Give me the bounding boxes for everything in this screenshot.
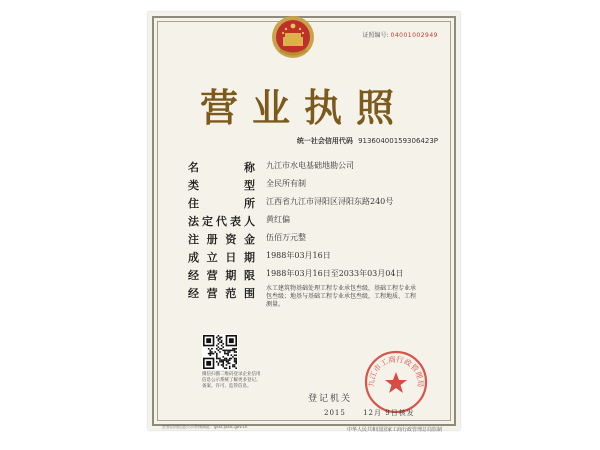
field-value: 全民所有制 bbox=[266, 179, 306, 188]
field-label-char: 名 bbox=[188, 161, 200, 174]
field-label-char: 金 bbox=[243, 233, 256, 246]
footer-website-note: 企业信用信息公示系统网址：gsxt.jxaic.gov.cn bbox=[162, 424, 248, 429]
field-label-char: 期 bbox=[243, 251, 256, 264]
issue-year: 2015 bbox=[324, 409, 346, 417]
field-label-char: 期 bbox=[225, 269, 238, 282]
field-label bbox=[188, 177, 256, 193]
field-label-char: 经 bbox=[188, 269, 200, 282]
issue-day-suffix: 日核发 bbox=[390, 409, 415, 417]
field-label-char: 成 bbox=[188, 251, 200, 264]
field-value: 九江市水电基础地勘公司 bbox=[266, 161, 354, 170]
seal-text: 九江市工商行政管理局 bbox=[366, 354, 426, 388]
field-label-char: 表 bbox=[230, 215, 242, 228]
field-row-business-scope bbox=[188, 285, 438, 325]
field-label-char: 范 bbox=[225, 287, 238, 300]
field-label-char: 称 bbox=[244, 161, 256, 174]
field-label-char: 法 bbox=[188, 215, 200, 228]
field-row-business-term bbox=[188, 267, 438, 285]
field-label bbox=[188, 267, 256, 283]
field-label-char: 围 bbox=[243, 287, 256, 300]
field-row-name bbox=[188, 159, 438, 177]
issue-month-suffix: 月 bbox=[373, 409, 382, 417]
certificate-serial bbox=[363, 30, 438, 39]
field-label-char: 定 bbox=[202, 215, 214, 228]
field-label-char: 所 bbox=[244, 197, 256, 210]
field-label-char: 营 bbox=[206, 287, 219, 300]
credit-code bbox=[297, 136, 438, 146]
field-label bbox=[188, 159, 256, 175]
field-value: 水工建筑物基础处理工程专业承包叁级，基础工程专业承包叁级；地基与基础工程专业承包叁级，工程地质、工程测量。 bbox=[266, 285, 417, 308]
field-label-char: 资 bbox=[225, 233, 238, 246]
field-label bbox=[188, 213, 256, 229]
field-value: 伍佰万元整 bbox=[266, 233, 306, 242]
field-label-char: 限 bbox=[243, 269, 256, 282]
field-row-registered-capital bbox=[188, 231, 438, 249]
field-label bbox=[188, 285, 256, 301]
field-value: 1988年03月16日 bbox=[266, 251, 331, 260]
field-row-established-date bbox=[188, 249, 438, 267]
field-label-char: 住 bbox=[188, 197, 200, 210]
field-label-char: 型 bbox=[244, 179, 256, 192]
official-seal-stamp bbox=[362, 348, 430, 416]
issue-day: 9 bbox=[385, 409, 391, 417]
credit-code-label: 统一社会信用代码 bbox=[296, 137, 353, 145]
business-license-document bbox=[148, 12, 460, 433]
field-row-type bbox=[188, 177, 438, 195]
document-title: 营业执照 bbox=[199, 85, 408, 130]
field-label bbox=[188, 231, 256, 247]
footer-supervisor: 中华人民共和国国家工商行政管理总局监制 bbox=[346, 427, 442, 433]
serial-label: 证照编号: bbox=[362, 32, 389, 39]
field-value: 1988年03月16日至2033年03月04日 bbox=[266, 269, 404, 278]
field-value: 江西省九江市浔阳区浔阳东路240号 bbox=[266, 197, 394, 206]
national-emblem-icon bbox=[270, 14, 316, 60]
field-row-legal-representative bbox=[188, 213, 438, 231]
serial-number: 04001002949 bbox=[390, 32, 438, 39]
credit-code-value: 91360400159306423P bbox=[358, 137, 438, 145]
field-label-char: 人 bbox=[244, 215, 256, 228]
field-value: 黄红偏 bbox=[266, 215, 290, 224]
field-label-char: 日 bbox=[225, 251, 238, 264]
field-label-char: 立 bbox=[206, 251, 219, 264]
field-label-char: 册 bbox=[206, 233, 219, 246]
qr-code-icon bbox=[202, 334, 238, 370]
registration-authority-label: 登记机关 bbox=[308, 394, 353, 404]
issue-month: 12 bbox=[363, 409, 374, 417]
issue-date bbox=[324, 408, 415, 418]
field-label-char: 经 bbox=[188, 287, 200, 300]
field-label bbox=[188, 249, 256, 265]
qr-note: 微信扫描二维码登录企业信用信息公示系统了解更多登记、备案、许可、监管信息。 bbox=[202, 372, 261, 389]
field-row-address bbox=[188, 195, 438, 213]
field-label-char: 营 bbox=[206, 269, 219, 282]
field-label-char: 代 bbox=[216, 215, 228, 228]
field-label bbox=[188, 195, 256, 211]
license-fields bbox=[188, 159, 438, 325]
field-label-char: 注 bbox=[188, 233, 200, 246]
field-label-char: 类 bbox=[188, 179, 200, 192]
